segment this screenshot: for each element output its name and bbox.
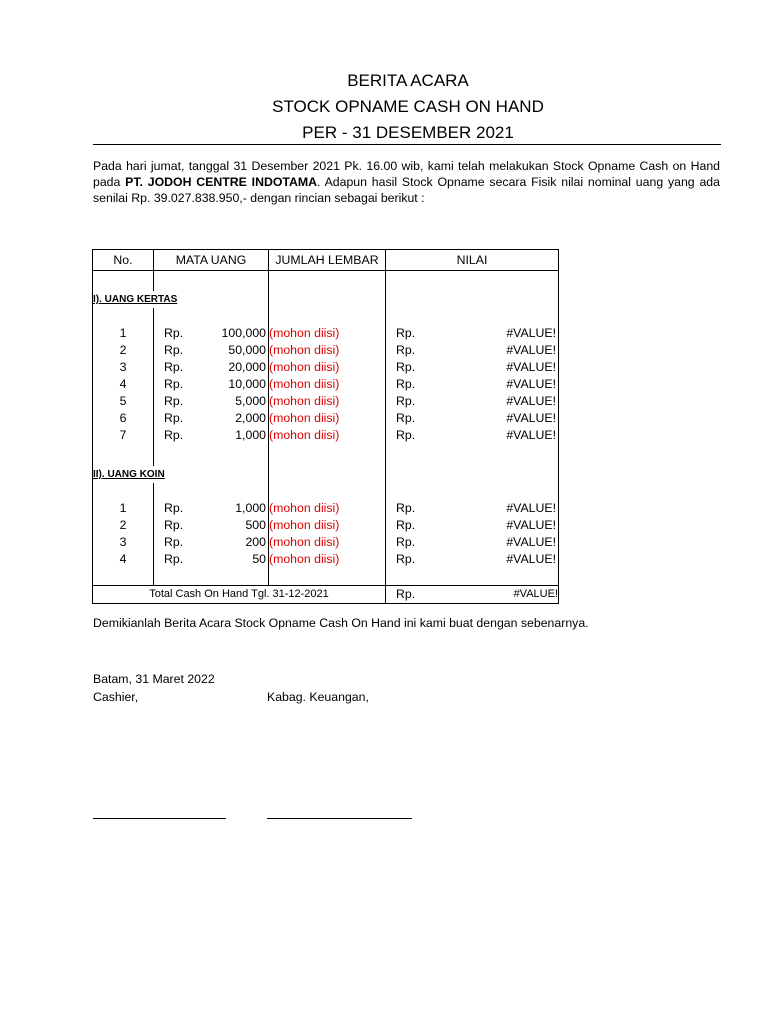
value-prefix: Rp. bbox=[386, 342, 457, 359]
table-row bbox=[93, 342, 559, 359]
table-row bbox=[93, 325, 559, 342]
table-row bbox=[93, 500, 559, 517]
table-row bbox=[93, 551, 559, 568]
currency-prefix: Rp. bbox=[154, 427, 205, 444]
currency-prefix: Rp. bbox=[154, 517, 205, 534]
intro-text-2: . Adapun hasil Stock Opname secara Fisik nilai nominal uang yang ada senilai Rp. 39.027.838.950,- dengan rincian sebagai berikut : bbox=[93, 175, 720, 205]
value-prefix: Rp. bbox=[386, 551, 457, 568]
value-cell: #VALUE! bbox=[456, 393, 559, 410]
header-value: NILAI bbox=[386, 250, 559, 271]
value-prefix: Rp. bbox=[386, 325, 457, 342]
value-prefix: Rp. bbox=[386, 517, 457, 534]
section-label: I). UANG KERTAS bbox=[93, 291, 269, 308]
quantity-cell[interactable]: (mohon diisi) bbox=[269, 393, 386, 410]
currency-prefix: Rp. bbox=[154, 534, 205, 551]
denomination: 50,000 bbox=[228, 343, 266, 357]
denomination: 100,000 bbox=[221, 326, 266, 340]
value-prefix: Rp. bbox=[386, 427, 457, 444]
quantity-cell[interactable]: (mohon diisi) bbox=[269, 325, 386, 342]
row-number: 6 bbox=[93, 410, 154, 427]
table-row bbox=[93, 427, 559, 444]
row-number: 2 bbox=[93, 517, 154, 534]
currency-prefix: Rp. bbox=[154, 342, 205, 359]
quantity-cell[interactable]: (mohon diisi) bbox=[269, 534, 386, 551]
value-cell: #VALUE! bbox=[456, 551, 559, 568]
spacer-row bbox=[93, 483, 559, 500]
denomination: 1,000 bbox=[235, 501, 266, 515]
value-cell: #VALUE! bbox=[456, 376, 559, 393]
title-underline bbox=[93, 144, 721, 145]
denomination: 20,000 bbox=[228, 360, 266, 374]
denomination: 1,000 bbox=[235, 428, 266, 442]
total-value: #VALUE! bbox=[456, 586, 559, 604]
spacer-row bbox=[93, 444, 559, 466]
quantity-cell[interactable]: (mohon diisi) bbox=[269, 427, 386, 444]
denomination: 10,000 bbox=[228, 377, 266, 391]
value-cell: #VALUE! bbox=[456, 427, 559, 444]
intro-paragraph bbox=[93, 158, 720, 206]
spacer-row bbox=[93, 308, 559, 325]
spacer-row bbox=[93, 568, 559, 586]
section-label: II). UANG KOIN bbox=[93, 466, 269, 483]
currency-prefix: Rp. bbox=[154, 551, 205, 568]
row-number: 5 bbox=[93, 393, 154, 410]
row-number: 3 bbox=[93, 534, 154, 551]
value-cell: #VALUE! bbox=[456, 517, 559, 534]
doc-title-line-3: PER - 31 DESEMBER 2021 bbox=[302, 123, 514, 142]
row-number: 1 bbox=[93, 325, 154, 342]
total-label: Total Cash On Hand Tgl. 31-12-2021 bbox=[93, 586, 386, 604]
row-number: 7 bbox=[93, 427, 154, 444]
signature-head-label: Kabag. Keuangan, bbox=[267, 690, 369, 704]
value-cell: #VALUE! bbox=[456, 325, 559, 342]
total-row bbox=[93, 586, 559, 604]
doc-title-line-2: STOCK OPNAME CASH ON HAND bbox=[272, 97, 544, 116]
row-number: 4 bbox=[93, 551, 154, 568]
denomination: 2,000 bbox=[235, 411, 266, 425]
company-name: PT. JODOH CENTRE INDOTAMA bbox=[125, 175, 318, 189]
denomination: 5,000 bbox=[235, 394, 266, 408]
quantity-cell[interactable]: (mohon diisi) bbox=[269, 342, 386, 359]
intro-text-1: Pada hari jumat, tanggal 31 Desember 2021 Pk. 16.00 wib, kami telah melakukan Stock Opname Cash on Hand pada bbox=[93, 159, 720, 189]
quantity-cell[interactable]: (mohon diisi) bbox=[269, 551, 386, 568]
table-row bbox=[93, 517, 559, 534]
table-row bbox=[93, 359, 559, 376]
cash-table bbox=[92, 249, 559, 604]
denomination: 50 bbox=[252, 552, 266, 566]
currency-prefix: Rp. bbox=[154, 359, 205, 376]
signature-line-head bbox=[267, 818, 412, 819]
row-number: 3 bbox=[93, 359, 154, 376]
quantity-cell[interactable]: (mohon diisi) bbox=[269, 500, 386, 517]
doc-title-line-1: BERITA ACARA bbox=[347, 71, 469, 90]
table-body bbox=[93, 271, 559, 604]
value-cell: #VALUE! bbox=[456, 342, 559, 359]
currency-prefix: Rp. bbox=[154, 500, 205, 517]
quantity-cell[interactable]: (mohon diisi) bbox=[269, 410, 386, 427]
value-prefix: Rp. bbox=[386, 359, 457, 376]
table-row bbox=[93, 534, 559, 551]
value-prefix: Rp. bbox=[386, 393, 457, 410]
row-number: 2 bbox=[93, 342, 154, 359]
section-row bbox=[93, 291, 559, 308]
value-cell: #VALUE! bbox=[456, 500, 559, 517]
currency-prefix: Rp. bbox=[154, 325, 205, 342]
place-date: Batam, 31 Maret 2022 bbox=[93, 672, 215, 686]
total-prefix: Rp. bbox=[386, 586, 457, 604]
quantity-cell[interactable]: (mohon diisi) bbox=[269, 376, 386, 393]
denomination: 200 bbox=[245, 535, 266, 549]
quantity-cell[interactable]: (mohon diisi) bbox=[269, 359, 386, 376]
table-row bbox=[93, 376, 559, 393]
currency-prefix: Rp. bbox=[154, 393, 205, 410]
value-prefix: Rp. bbox=[386, 500, 457, 517]
row-number: 4 bbox=[93, 376, 154, 393]
header-no: No. bbox=[93, 250, 154, 271]
signature-cashier-label: Cashier, bbox=[93, 690, 139, 704]
value-cell: #VALUE! bbox=[456, 410, 559, 427]
value-prefix: Rp. bbox=[386, 410, 457, 427]
table-header-row bbox=[93, 250, 559, 271]
currency-prefix: Rp. bbox=[154, 410, 205, 427]
closing-statement: Demikianlah Berita Acara Stock Opname Cash On Hand ini kami buat dengan sebenarnya. bbox=[93, 616, 589, 630]
section-row bbox=[93, 466, 559, 483]
value-prefix: Rp. bbox=[386, 534, 457, 551]
denomination: 500 bbox=[245, 518, 266, 532]
value-prefix: Rp. bbox=[386, 376, 457, 393]
currency-prefix: Rp. bbox=[154, 376, 205, 393]
table-row bbox=[93, 410, 559, 427]
table-row bbox=[93, 393, 559, 410]
value-cell: #VALUE! bbox=[456, 534, 559, 551]
header-count: JUMLAH LEMBAR bbox=[269, 250, 386, 271]
spacer-row bbox=[93, 271, 559, 292]
header-currency: MATA UANG bbox=[154, 250, 269, 271]
signature-line-cashier bbox=[93, 818, 226, 819]
quantity-cell[interactable]: (mohon diisi) bbox=[269, 517, 386, 534]
value-cell: #VALUE! bbox=[456, 359, 559, 376]
row-number: 1 bbox=[93, 500, 154, 517]
